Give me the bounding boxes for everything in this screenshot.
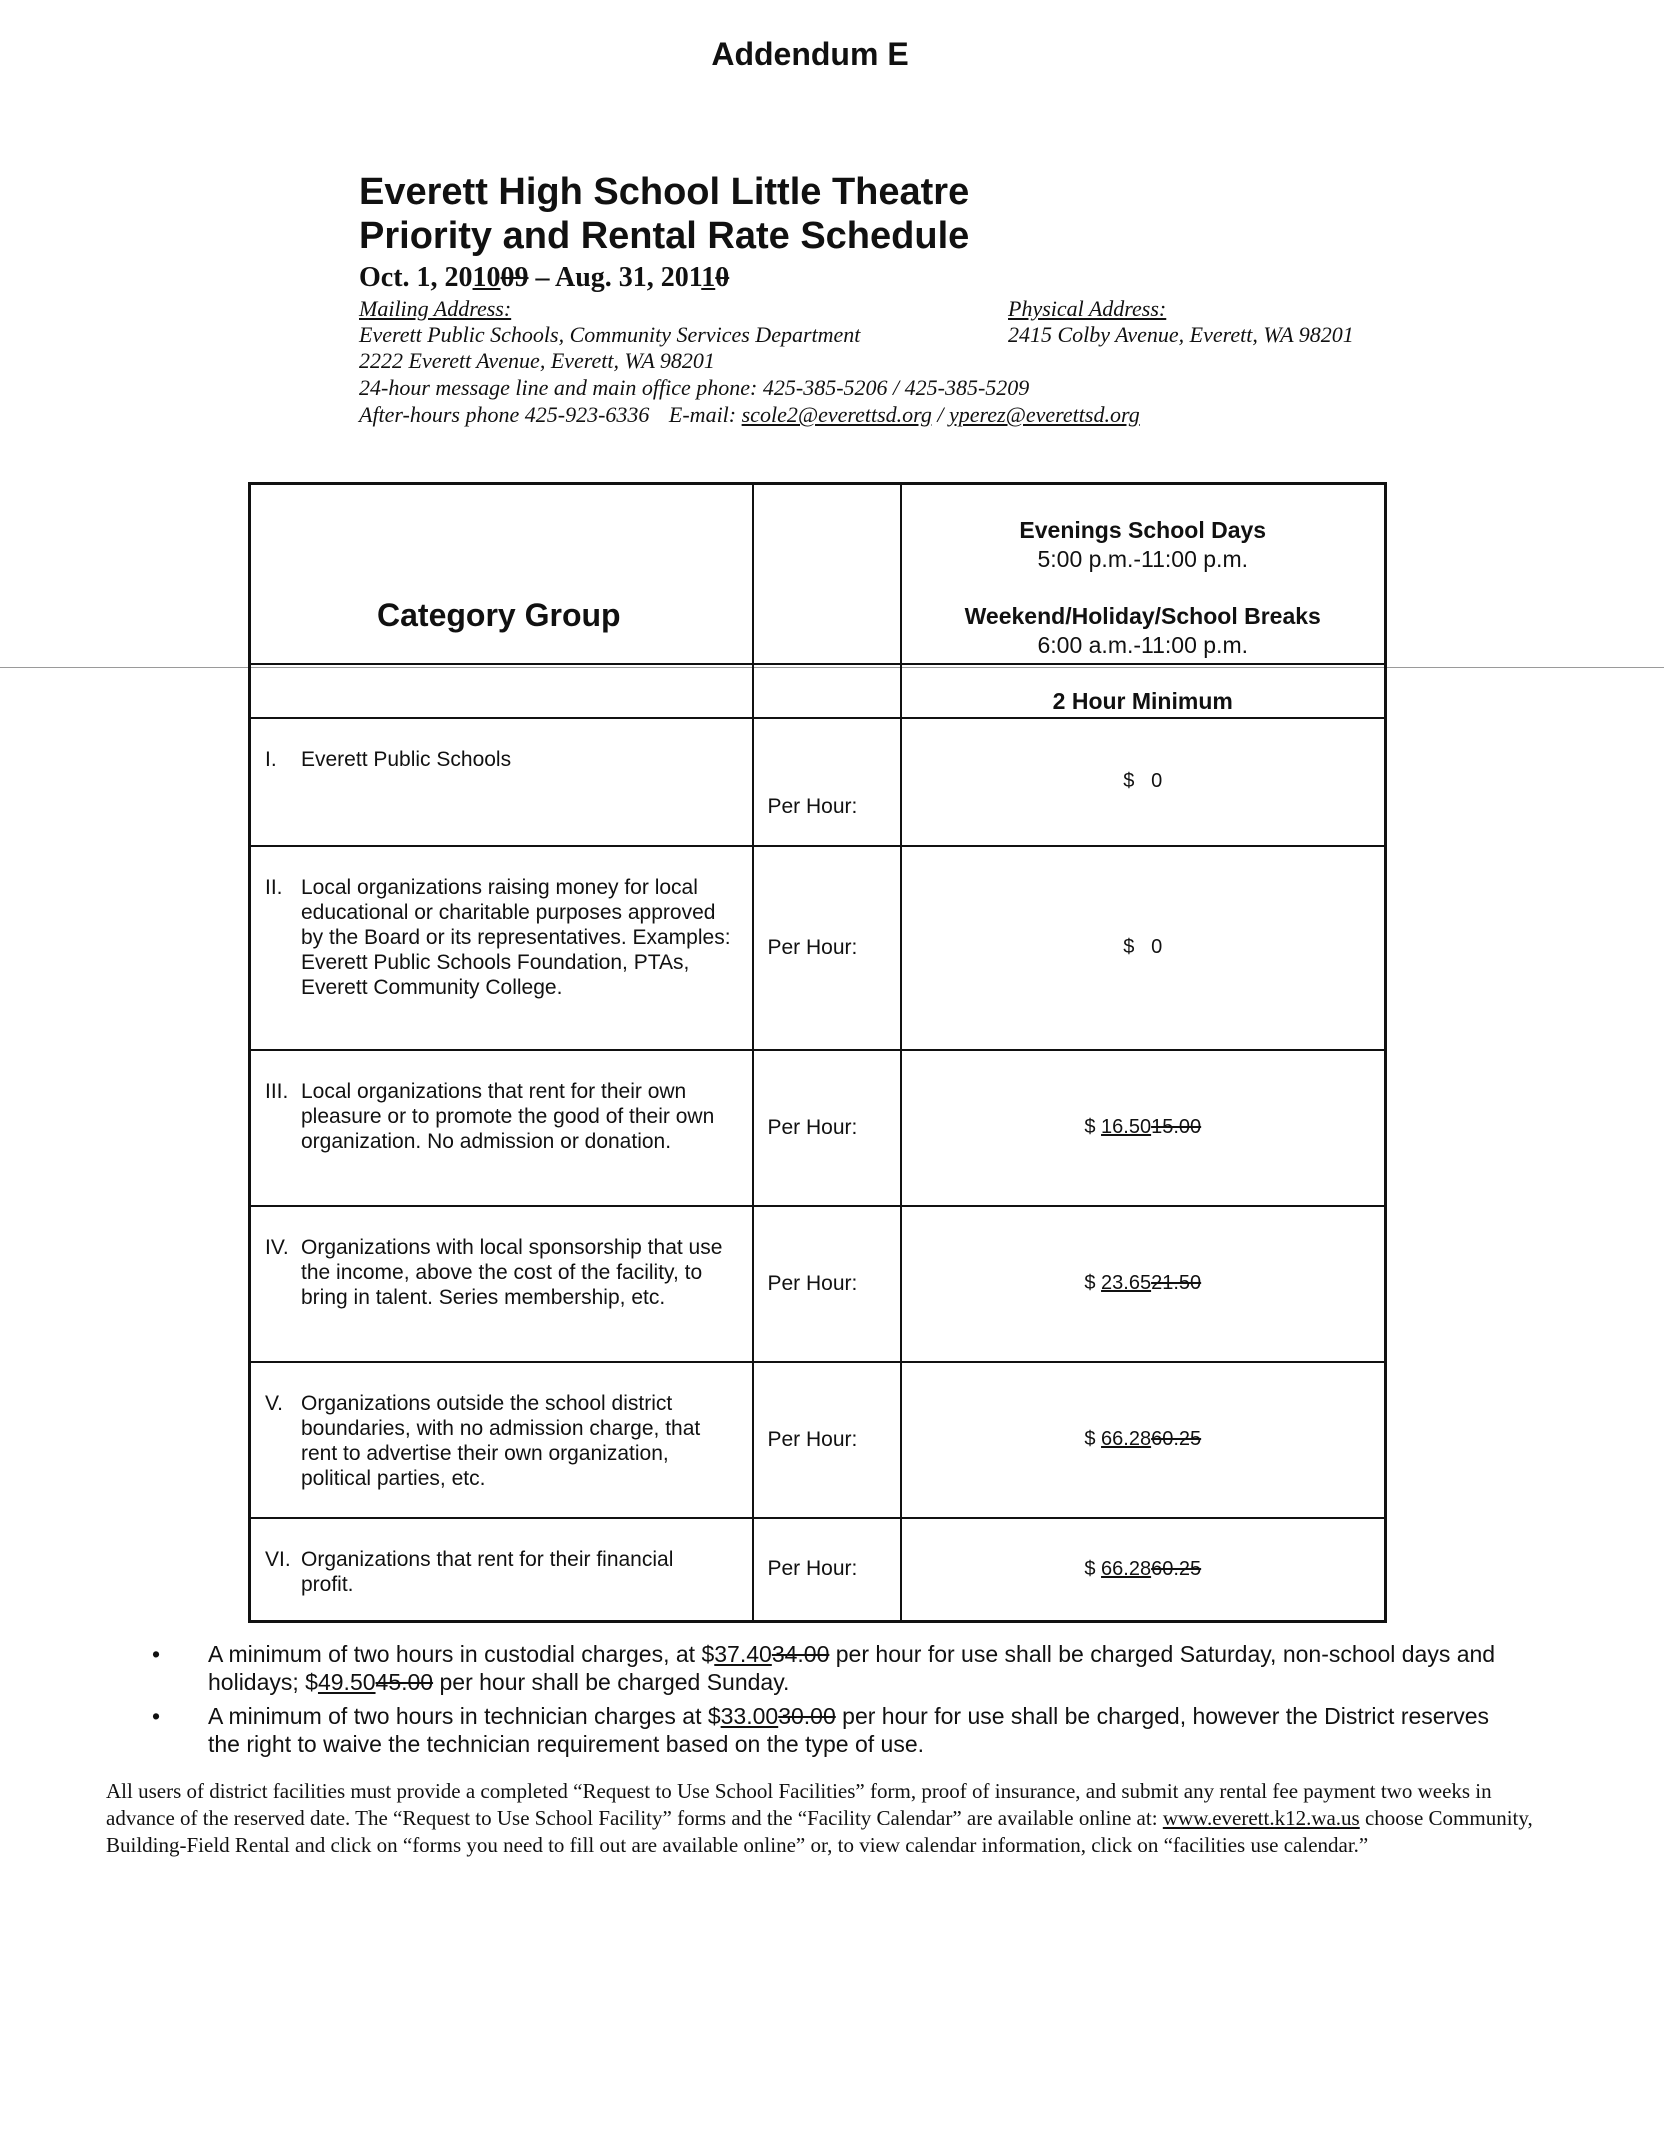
date-start-old: 09	[500, 262, 529, 293]
mailing-address-line-1: Everett Public Schools, Community Services Department	[359, 322, 861, 347]
email-link-2[interactable]: yperez@everettsd.org	[949, 402, 1140, 427]
evenings-hours: 5:00 p.m.-11:00 p.m.	[1037, 546, 1248, 572]
physical-address-label: Physical Address:	[1008, 296, 1167, 321]
category-cell	[250, 718, 753, 846]
bullet-icon: •	[152, 1641, 161, 1667]
category-group-header: Category Group	[250, 484, 753, 664]
rate-new: 66.28	[1101, 1428, 1152, 1450]
table-row	[250, 846, 1386, 1050]
charges-bullet-list	[152, 1640, 1522, 1764]
technician-rate-old: 30.00	[778, 1703, 836, 1729]
category-numeral: IV.	[265, 1235, 289, 1259]
per-hour-label: Per Hour:	[753, 846, 901, 1050]
table-row	[250, 1050, 1386, 1206]
weekend-title: Weekend/Holiday/School Breaks	[964, 603, 1321, 629]
after-hours-phone: After-hours phone 425-923-6336	[359, 402, 650, 427]
table-row	[250, 1206, 1386, 1362]
category-cell	[250, 1518, 753, 1622]
footer-text: choose Community, Building-Field Rental and click on “forms you need to fill out are available online” or, to view calendar information, click on “facilities use calendar.”	[106, 1806, 1533, 1857]
category-cell	[250, 1362, 753, 1518]
rate-new: 66.28	[1101, 1557, 1152, 1580]
evenings-title: Evenings School Days	[1019, 517, 1267, 543]
rate-cell	[901, 1518, 1386, 1622]
category-numeral: I.	[265, 747, 277, 771]
sunday-rate-old: 45.00	[375, 1669, 434, 1695]
weekend-hours: 6:00 a.m.-11:00 p.m.	[1037, 632, 1248, 658]
rate-dollar: $	[1123, 936, 1135, 958]
rate-new: 23.65	[1101, 1272, 1152, 1294]
rate-cell	[901, 1206, 1386, 1362]
technician-charges-bullet	[152, 1702, 1522, 1758]
rate-cell	[901, 718, 1386, 846]
category-numeral: V.	[265, 1391, 283, 1415]
rate-dollar: $	[1084, 1428, 1096, 1450]
category-cell	[250, 846, 753, 1050]
email-label: E-mail:	[668, 402, 737, 427]
per-hour-label: Per Hour:	[753, 1206, 901, 1362]
table-header-row	[250, 484, 1386, 664]
category-numeral: II.	[265, 875, 283, 899]
date-end-old: 0	[715, 262, 730, 293]
empty-cell	[753, 664, 901, 718]
category-description: Organizations that rent for their financial profit.	[301, 1547, 674, 1596]
bullet-text: A minimum of two hours in technician charges at $	[208, 1703, 721, 1729]
category-description: Everett Public Schools	[301, 747, 512, 771]
mailing-address-line-2: 2222 Everett Avenue, Everett, WA 98201	[359, 348, 715, 373]
category-description: Organizations with local sponsorship that use the income, above the cost of the facility, to bring in talent. Series membership, etc.	[301, 1235, 723, 1309]
bullet-text: per hour for use shall be charged Saturday, non-school days and holidays; $	[208, 1641, 1496, 1695]
rate-dollar: $	[1084, 1116, 1096, 1138]
bullet-icon: •	[152, 1703, 161, 1729]
facility-use-instructions	[106, 1778, 1556, 1859]
empty-cell	[250, 664, 753, 718]
addendum-heading: Addendum E	[711, 36, 909, 72]
minimum-row	[250, 664, 1386, 718]
per-hour-label: Per Hour:	[753, 1050, 901, 1206]
category-description: Local organizations raising money for local educational or charitable purposes approved by the Board or its representatives. Examples: Everett Public Schools Foundation, PTAs, Everett Community College.	[301, 875, 731, 999]
category-cell	[250, 1206, 753, 1362]
technician-rate-new: 33.00	[720, 1703, 779, 1729]
rate-old: 21.50	[1151, 1272, 1202, 1294]
email-link-1[interactable]: scole2@everettsd.org	[741, 402, 932, 427]
bullet-text: per hour shall be charged Sunday.	[433, 1669, 790, 1695]
sunday-rate-new: 49.50	[317, 1669, 376, 1695]
mailing-address-label: Mailing Address:	[359, 296, 512, 321]
date-range	[359, 262, 729, 294]
per-unit-header-cell	[753, 484, 901, 664]
rate-old: 60.25	[1151, 1557, 1202, 1580]
footer-text: All users of district facilities must provide a completed “Request to Use School Facilities” form, proof of insurance, and submit any rental fee payment two weeks in advance of the reserved date. The “Request to Use School Facility” forms and the “Facility Calendar” are available online at:	[106, 1779, 1492, 1830]
date-start-new: 10	[472, 262, 501, 293]
bullet-text: per hour for use shall be charged, however the District reserves the right to waive the technician requirement based on the type of use.	[208, 1703, 1490, 1757]
per-hour-label: Per Hour:	[753, 718, 901, 846]
date-mid: – Aug. 31, 201	[528, 262, 702, 293]
office-phone-line: 24-hour message line and main office phone: 425-385-5206 / 425-385-5209	[359, 375, 1030, 400]
date-prefix: Oct. 1, 20	[359, 262, 473, 293]
category-description: Local organizations that rent for their own pleasure or to promote the good of their own organization. No admission or donation.	[301, 1079, 715, 1153]
custodial-charges-bullet	[152, 1640, 1522, 1696]
document-title-line-2: Priority and Rental Rate Schedule	[359, 215, 970, 257]
per-hour-label: Per Hour:	[753, 1362, 901, 1518]
rate-cell	[901, 1050, 1386, 1206]
rate-dollar: $	[1123, 770, 1135, 792]
time-period-header	[901, 484, 1386, 664]
rate-schedule-table	[248, 482, 1387, 1623]
rate-new: 0	[1151, 936, 1163, 958]
rate-dollar: $	[1084, 1272, 1096, 1294]
physical-address-line-1: 2415 Colby Avenue, Everett, WA 98201	[1008, 322, 1354, 347]
category-numeral: VI.	[265, 1547, 291, 1571]
custodial-rate-old: 34.00	[771, 1641, 830, 1667]
table-row	[250, 718, 1386, 846]
table-row	[250, 1362, 1386, 1518]
rate-old: 60.25	[1151, 1428, 1202, 1450]
rate-cell	[901, 1362, 1386, 1518]
date-end-new: 1	[701, 262, 716, 293]
category-description: Organizations outside the school district boundaries, with no admission charge, that rent to advertise their own organization, political parties, etc.	[301, 1391, 701, 1490]
rate-old: 15.00	[1151, 1116, 1202, 1138]
rate-dollar: $	[1084, 1557, 1096, 1580]
document-title-line-1: Everett High School Little Theatre	[359, 171, 970, 213]
category-numeral: III.	[265, 1079, 289, 1103]
per-hour-label: Per Hour:	[753, 1518, 901, 1622]
bullet-text: A minimum of two hours in custodial charges, at $	[208, 1641, 715, 1667]
rate-new: 0	[1151, 770, 1163, 792]
custodial-rate-new: 37.40	[714, 1641, 772, 1667]
table-row	[250, 1518, 1386, 1622]
rate-cell	[901, 846, 1386, 1050]
category-cell	[250, 1050, 753, 1206]
two-hour-minimum: 2 Hour Minimum	[901, 664, 1386, 718]
contact-line	[359, 402, 1140, 428]
district-website-link[interactable]: www.everett.k12.wa.us	[1162, 1806, 1360, 1830]
rate-new: 16.50	[1101, 1116, 1152, 1138]
email-separator: /	[931, 402, 950, 427]
